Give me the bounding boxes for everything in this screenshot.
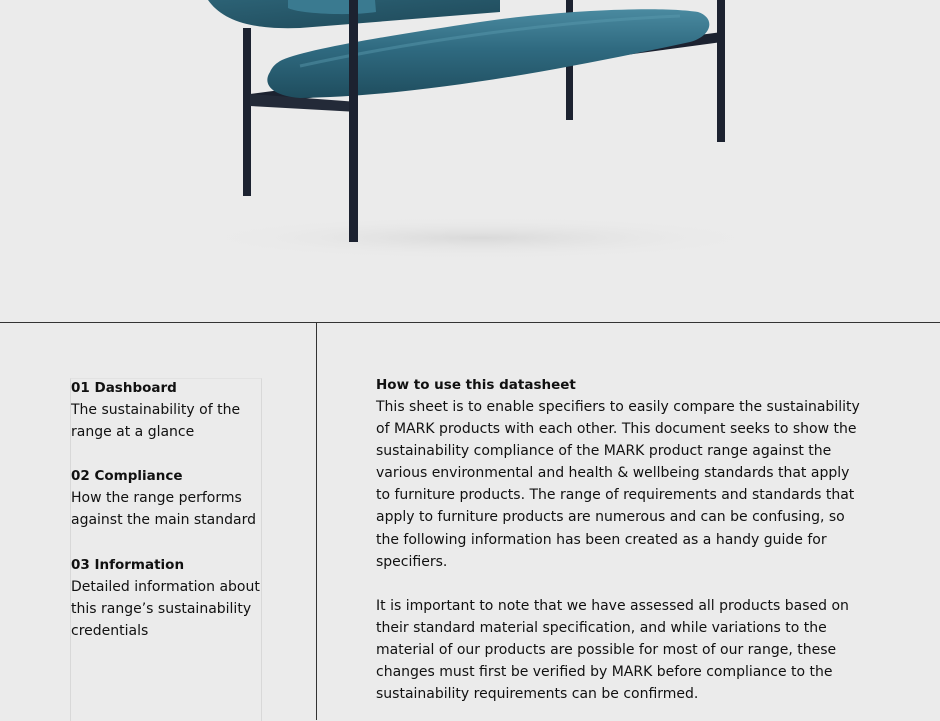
toc-item-title: 02 Compliance <box>71 468 183 484</box>
toc-item-compliance[interactable] <box>71 465 271 531</box>
toc-item-description: The sustainability of the range at a glance <box>71 402 241 440</box>
toc-item-dashboard[interactable] <box>71 377 271 443</box>
bench-leg-front-left-upper <box>349 0 358 20</box>
horizontal-divider <box>0 322 940 323</box>
toc-item-information[interactable] <box>71 554 271 642</box>
datasheet-intro <box>376 374 866 705</box>
floor-shadow <box>190 216 770 260</box>
vertical-divider <box>316 323 317 720</box>
intro-paragraph: This sheet is to enable specifiers to easily compare the sustainability of MARK products with each other. This document seeks to show the sustainability compliance of the MARK product range against the various environmental and health & wellbeing standards that apply to furniture products. The range of requirements and standards that apply to furniture products are numerous and can be confusing, so the following information has been created as a handy guide for specifiers. <box>376 399 860 570</box>
toc-item-description: Detailed information about this range’s sustainability credentials <box>71 579 260 639</box>
bench-leg-back-left <box>243 28 251 196</box>
note-paragraph: It is important to note that we have assessed all products based on their standard material specification, and while variations to the material of our products are possible for most of our range, these changes must first be verified by MARK before compliance to the sustainability requirements can be confirmed. <box>376 597 849 703</box>
table-of-contents <box>70 378 262 721</box>
section-heading: How to use this datasheet <box>376 377 576 393</box>
bench-illustration <box>0 0 940 322</box>
toc-item-title: 03 Information <box>71 557 185 573</box>
bench-leg-back-right <box>717 0 725 142</box>
bench-leg-front-left <box>349 16 358 242</box>
toc-item-title: 01 Dashboard <box>71 380 177 396</box>
hero-image <box>0 0 940 322</box>
toc-item-description: How the range performs against the main standard <box>71 490 256 528</box>
